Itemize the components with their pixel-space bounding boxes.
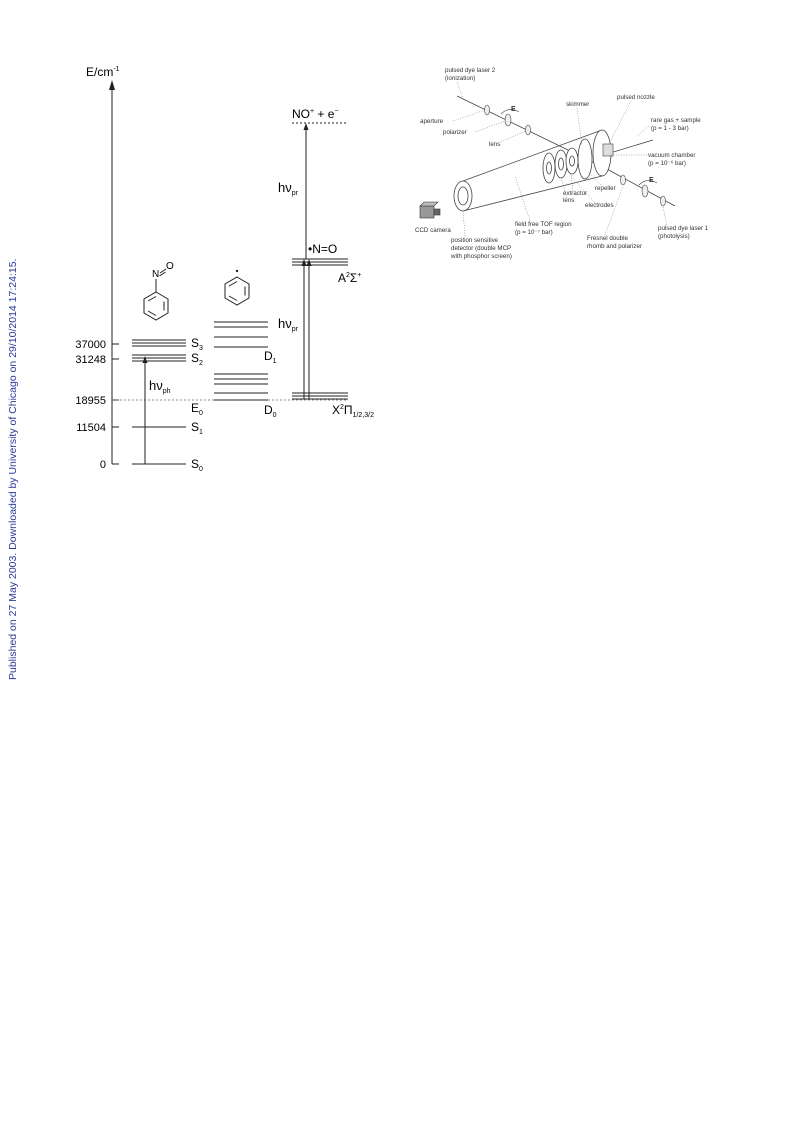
label-electrodes: electrodes <box>585 202 614 209</box>
label-ccd-camera: CCD camera <box>415 227 451 234</box>
nitroso-o-label: O <box>166 261 174 272</box>
label-lens-mid: lens <box>563 197 575 204</box>
tick-label-11504: 11504 <box>76 422 106 434</box>
no-a-state-label: $A^2\Sigma^+$ <box>338 271 362 285</box>
label-vacuum-chamber: vacuum chamber <box>648 152 696 159</box>
label-chamber-pressure: (p = 10⁻⁶ bar) <box>648 160 686 167</box>
state-label-e0: $E_0$ <box>191 401 203 417</box>
label-skimmer: skimmer <box>566 101 590 108</box>
state-label-d1: $D_1$ <box>264 349 277 365</box>
label-laser1-sub: (photolysis) <box>658 233 690 240</box>
sidebar-publication-note <box>2 258 22 690</box>
e-field-right-label: E <box>649 177 654 184</box>
no-ion-label: NO+ + e− <box>292 107 339 121</box>
radical-dot <box>236 270 238 272</box>
vacuum-chamber-tube <box>454 130 611 211</box>
pulsed-nozzle <box>603 144 613 156</box>
tick-label-0: 0 <box>99 459 106 471</box>
state-label-s0: $S_0$ <box>191 457 203 473</box>
state-label-s2: $S_2$ <box>191 351 203 367</box>
label-aperture: aperture <box>420 118 444 125</box>
no-a-state-levels <box>292 259 348 265</box>
state-label-s1: $S_1$ <box>191 420 203 436</box>
label-pulsed-nozzle: pulsed nozzle <box>617 94 655 101</box>
publication-note-text: Published on 27 May 2003. Downloaded by University of Chicago on 29/10/2014 17:24:15. <box>7 258 19 680</box>
label-laser1: pulsed dye laser 1 <box>658 225 709 232</box>
optics-top <box>485 105 531 135</box>
phenyl-levels <box>214 322 268 400</box>
e-field-top-label: E <box>511 106 516 113</box>
energy-axis-arrow <box>109 80 115 90</box>
nitrosobenzene-levels <box>132 340 186 464</box>
tick-label-31248: 31248 <box>75 354 106 366</box>
label-detector-3: with phosphor screen) <box>451 253 512 260</box>
label-laser2-sub: (ionization) <box>445 75 476 82</box>
e-field-arrow-top <box>501 109 519 114</box>
no-x-state-label: $X^2\Pi_{1/2,3/2}$ <box>332 403 375 419</box>
state-label-d0: $D_0$ <box>264 403 277 419</box>
phenyl-radical-structure <box>225 277 249 305</box>
label-tof: field free TOF region <box>515 221 572 228</box>
label-tof-pressure: (p = 10⁻⁷ bar) <box>515 229 553 236</box>
label-detector-1: position sensitive <box>451 237 499 244</box>
no-x-state-levels <box>292 393 348 399</box>
label-extractor: extractor <box>563 190 588 197</box>
e-field-arrow-right <box>639 180 657 185</box>
photolysis-arrowhead <box>143 356 148 363</box>
label-gas-pressure: (p = 1 - 3 bar) <box>651 125 689 132</box>
energy-level-diagram <box>70 60 375 480</box>
label-gas: rare gas + sample <box>651 117 701 124</box>
ccd-camera-icon <box>420 202 440 218</box>
label-repeller: repeller <box>595 185 616 192</box>
state-label-s3: $S_3$ <box>191 336 203 352</box>
label-fresnel-1: Fresnel double <box>587 235 628 242</box>
apparatus-schematic <box>405 60 709 270</box>
label-polarizer: polarizer <box>443 129 467 136</box>
label-lens-top: lens <box>489 141 501 148</box>
probe-arrowhead-upper <box>304 123 309 130</box>
gas-inlet-line <box>610 140 653 153</box>
nitroso-n-label: N <box>152 269 160 280</box>
no-radical-label: •N=O <box>308 242 338 256</box>
energy-axis-label: $E/cm^{-1}$ <box>86 65 120 79</box>
label-fresnel-2: rhomb and polarizer <box>587 243 643 250</box>
electrode-stack <box>543 148 578 183</box>
photon-label-pr-upper: $h\nu_{pr}$ <box>278 180 298 197</box>
label-laser2: pulsed dye laser 2 <box>445 67 496 74</box>
tick-label-18955: 18955 <box>75 395 106 407</box>
photon-label-pr-lower: $h\nu_{pr}$ <box>278 316 298 333</box>
photon-label-ph: $h\nu_{ph}$ <box>149 378 171 395</box>
label-detector-2: detector (double MCP <box>451 245 512 252</box>
tick-label-37000: 37000 <box>75 339 106 351</box>
